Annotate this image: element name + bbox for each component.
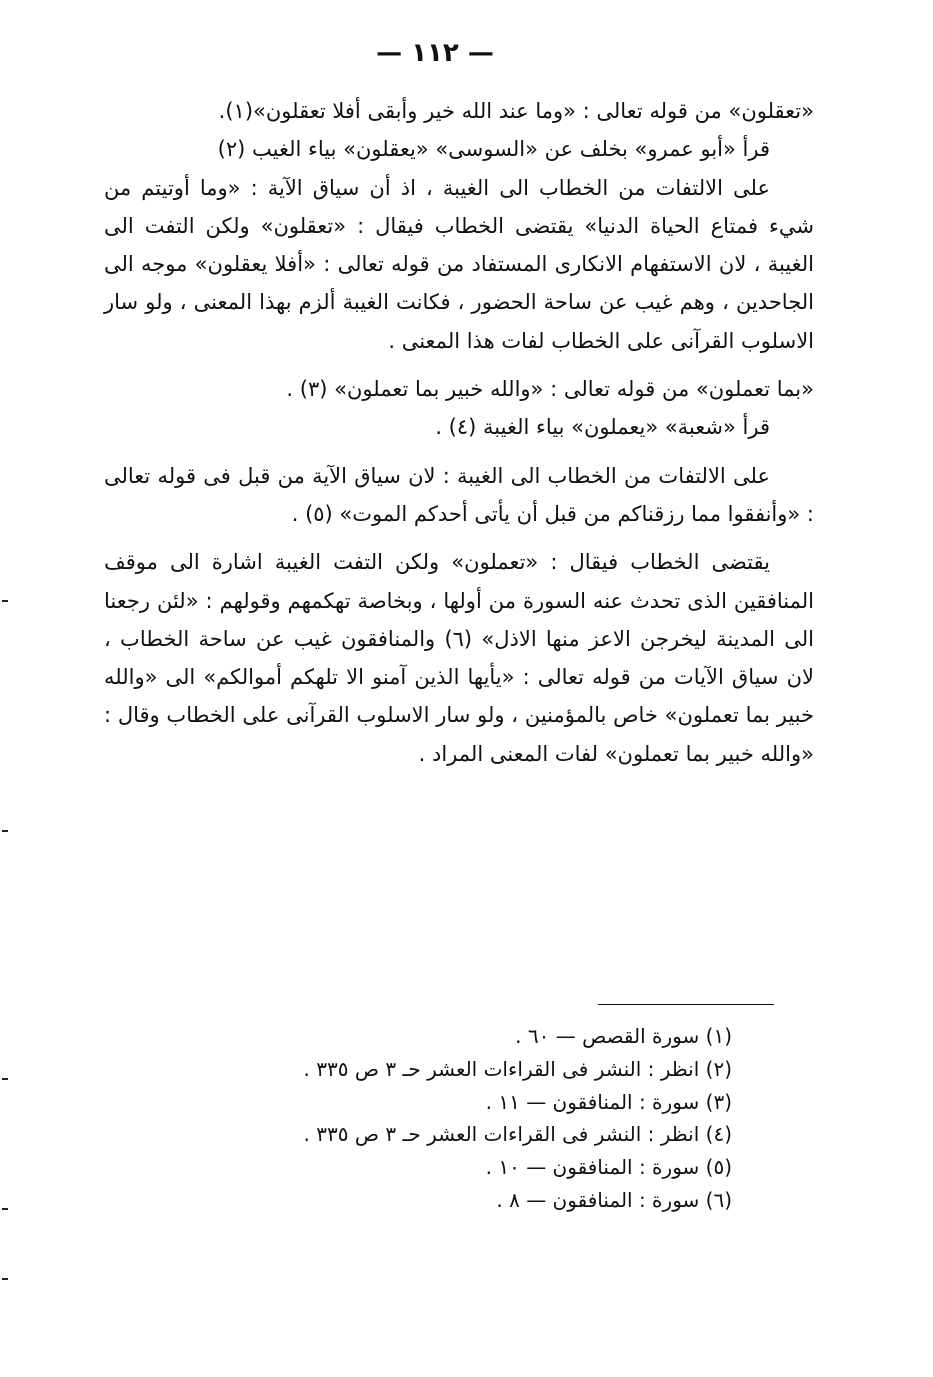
paragraph-iltifat-explanation-2: على الالتفات من الخطاب الى الغيبة : لان سياق الآية من قبل فى قوله تعالى : «وأنفقوا مما رزقناكم من قبل أن يأتى أحدكم الموت» (٥) . xyxy=(104,463,814,526)
main-text xyxy=(104,92,814,773)
footnote-2: (٢) انظر : النشر فى القراءات العشر حـ ٣ ص ٣٣٥ . xyxy=(303,1056,732,1081)
footnote-4: (٤) انظر : النشر فى القراءات العشر حـ ٣ ص ٣٣٥ . xyxy=(303,1122,732,1147)
page-number: — ١١٢ — xyxy=(376,38,494,68)
scan-margin-mark xyxy=(2,830,8,832)
paragraph-quote-taaqilun: «تعقلون» من قوله تعالى : «وما عند الله خير وأبقى أفلا تعقلون»(١). xyxy=(218,99,814,123)
paragraph-iltifat-explanation-1: على الالتفات من الخطاب الى الغيبة ، اذ أن سياق الآية : «وما أوتيتم من شيء فمتاع الحياة الدنيا» يقتضى الخطاب فيقال : «تعقلون» ولكن التفت الى الغيبة ، لان الاستفهام الانكارى المستفاد من قوله تعالى : «أفلا يعقلون» موجه الى الجاحدين ، وهم غيب عن ساحة الحضور ، فكانت الغيبة ألزم بهذا المعنى ، ولو سار الاسلوب القرآنى على الخطاب لفات هذا المعنى . xyxy=(104,175,814,353)
footnote-divider xyxy=(598,1004,774,1005)
footnote-1: (١) سورة القصص — ٦٠ . xyxy=(515,1024,732,1048)
footnotes xyxy=(150,1020,732,1217)
scan-margin-mark xyxy=(2,1208,8,1210)
scan-margin-mark xyxy=(2,1278,8,1280)
paragraph-quote-tamalun: «بما تعملون» من قوله تعالى : «والله خبير بما تعملون» (٣) . xyxy=(286,377,814,402)
footnote-6: (٦) سورة : المنافقون — ٨ . xyxy=(496,1187,732,1212)
paragraph-reading-abu-amr: قرأ «أبو عمرو» بخلف عن «السوسى» «يعقلون» بياء الغيب (٢) xyxy=(217,137,770,162)
footnote-3: (٣) سورة : المنافقون — ١١ . xyxy=(485,1089,732,1114)
footnote-5: (٥) سورة : المنافقون — ١٠ . xyxy=(485,1155,732,1180)
paragraph-iltifat-explanation-3: يقتضى الخطاب فيقال : «تعملون» ولكن التفت الغيبة اشارة الى موقف المنافقين الذى تحدث عنه السورة من أولها ، وبخاصة تهكمهم وقولهم : «لئن رجعنا الى المدينة ليخرجن الاعز منها الاذل» (٦) والمنافقون غيب عن ساحة الخطاب ، لان سياق الآيات من قوله تعالى : «يأيها الذين آمنو الا تلهكم أموالكم» الى «والله خبير بما تعملون» خاص بالمؤمنين ، ولو سار الاسلوب القرآنى على الخطاب وقال : «والله خبير بما تعملون» لفات المعنى المراد . xyxy=(104,550,814,766)
scan-margin-mark xyxy=(2,600,8,602)
paragraph-reading-shuba: قرأ «شعبة» «يعملون» بياء الغيبة (٤) . xyxy=(435,415,770,440)
scan-margin-mark xyxy=(2,1078,8,1080)
